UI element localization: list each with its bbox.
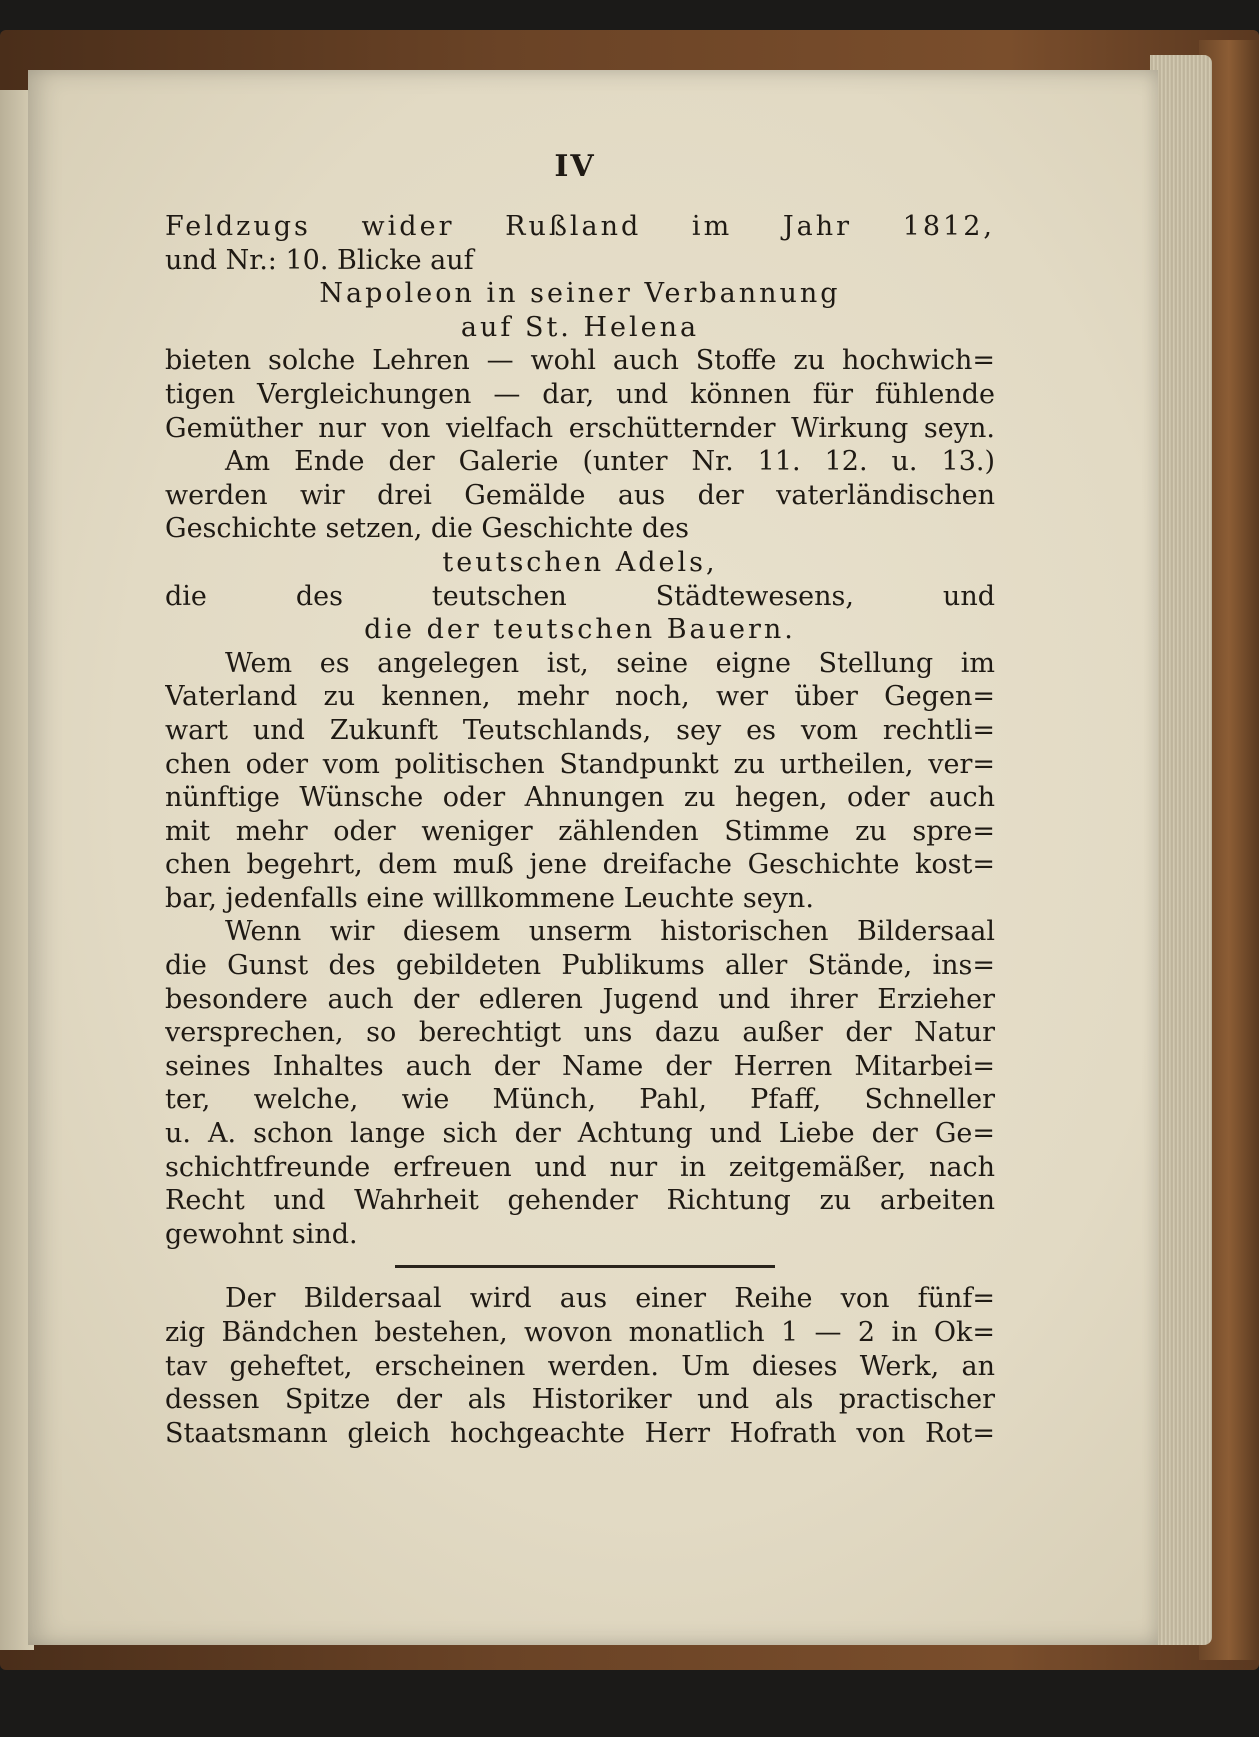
text-line: Der Bildersaal wird aus einer Reihe von fünf= xyxy=(225,1283,995,1315)
text-line: mit mehr oder weniger zählenden Stimme zu spre= xyxy=(165,815,995,847)
text-line: Gemüther nur von vielfach erschütternder Wirkung seyn. xyxy=(165,412,995,444)
page-edges xyxy=(1150,55,1212,1645)
text-line: seines Inhaltes auch der Name der Herren Mitarbei= xyxy=(165,1050,995,1082)
text-line: wart und Zukunft Teutschlands, sey es vom rechtli= xyxy=(165,714,995,746)
text-line: bieten solche Lehren — wohl auch Stoffe zu hochwich= xyxy=(165,345,995,377)
text-line: auf St. Helena xyxy=(460,311,700,343)
text-line: schichtfreunde erfreuen und nur in zeitgemäßer, nach xyxy=(165,1151,995,1183)
text-line: Napoleon in seiner Verbannung xyxy=(319,278,841,310)
text-line: Staatsmann gleich hochgeachte Herr Hofrath von Rot= xyxy=(165,1417,995,1449)
text-line: tigen Vergleichungen — dar, und können für fühlende xyxy=(165,378,995,410)
text-line: Feldzugs wider Rußland im Jahr 1812, xyxy=(165,211,995,242)
section-divider xyxy=(395,1265,775,1268)
text-line: nünftige Wünsche oder Ahnungen zu hegen, oder auch xyxy=(165,782,995,814)
text-line: Vaterland zu kennen, mehr noch, wer über Gegen= xyxy=(165,681,995,713)
text-line: chen oder vom politischen Standpunkt zu urtheilen, ver= xyxy=(165,748,995,780)
text-line: dessen Spitze der als Historiker und als practischer xyxy=(165,1384,995,1416)
text-line: gewohnt sind. xyxy=(165,1218,358,1250)
text-line: versprechen, so berechtigt uns dazu außer der Natur xyxy=(165,1017,995,1049)
text-line: Wem es angelegen ist, seine eigne Stellung im xyxy=(225,647,995,679)
text-line: besondere auch der edleren Jugend und ihrer Erzieher xyxy=(165,983,995,1015)
text-line: bar, jedenfalls eine willkommene Leuchte seyn. xyxy=(165,882,814,914)
text-line: und Nr.: 10. Blicke auf xyxy=(165,244,474,276)
page-text xyxy=(165,150,995,1450)
text-line: u. A. schon lange sich der Achtung und Liebe der Ge= xyxy=(165,1118,995,1150)
page-number: IV xyxy=(554,149,596,184)
text-line: die des teutschen Städtewesens, und xyxy=(165,580,995,612)
text-line: werden wir drei Gemälde aus der vaterländischen xyxy=(165,479,995,511)
text-line: tav geheftet, erscheinen werden. Um dieses Werk, an xyxy=(165,1350,995,1382)
text-line: Am Ende der Galerie (unter Nr. 11. 12. u. 13.) xyxy=(225,446,995,478)
text-line: teutschen Adels, xyxy=(442,546,718,578)
text-line: die der teutschen Bauern. xyxy=(364,614,796,646)
text-line: chen begehrt, dem muß jene dreifache Geschichte kost= xyxy=(165,849,995,881)
text-line: Geschichte setzen, die Geschichte des xyxy=(165,513,689,545)
text-line: Wenn wir diesem unserm historischen Bildersaal xyxy=(225,916,995,948)
text-line: ter, welche, wie Münch, Pahl, Pfaff, Schneller xyxy=(165,1084,995,1116)
text-line: zig Bändchen bestehen, wovon monatlich 1 — 2 in Ok= xyxy=(165,1317,995,1348)
text-line: die Gunst des gebildeten Publikums aller Stände, ins= xyxy=(165,950,995,982)
text-line: Recht und Wahrheit gehender Richtung zu arbeiten xyxy=(165,1185,995,1217)
